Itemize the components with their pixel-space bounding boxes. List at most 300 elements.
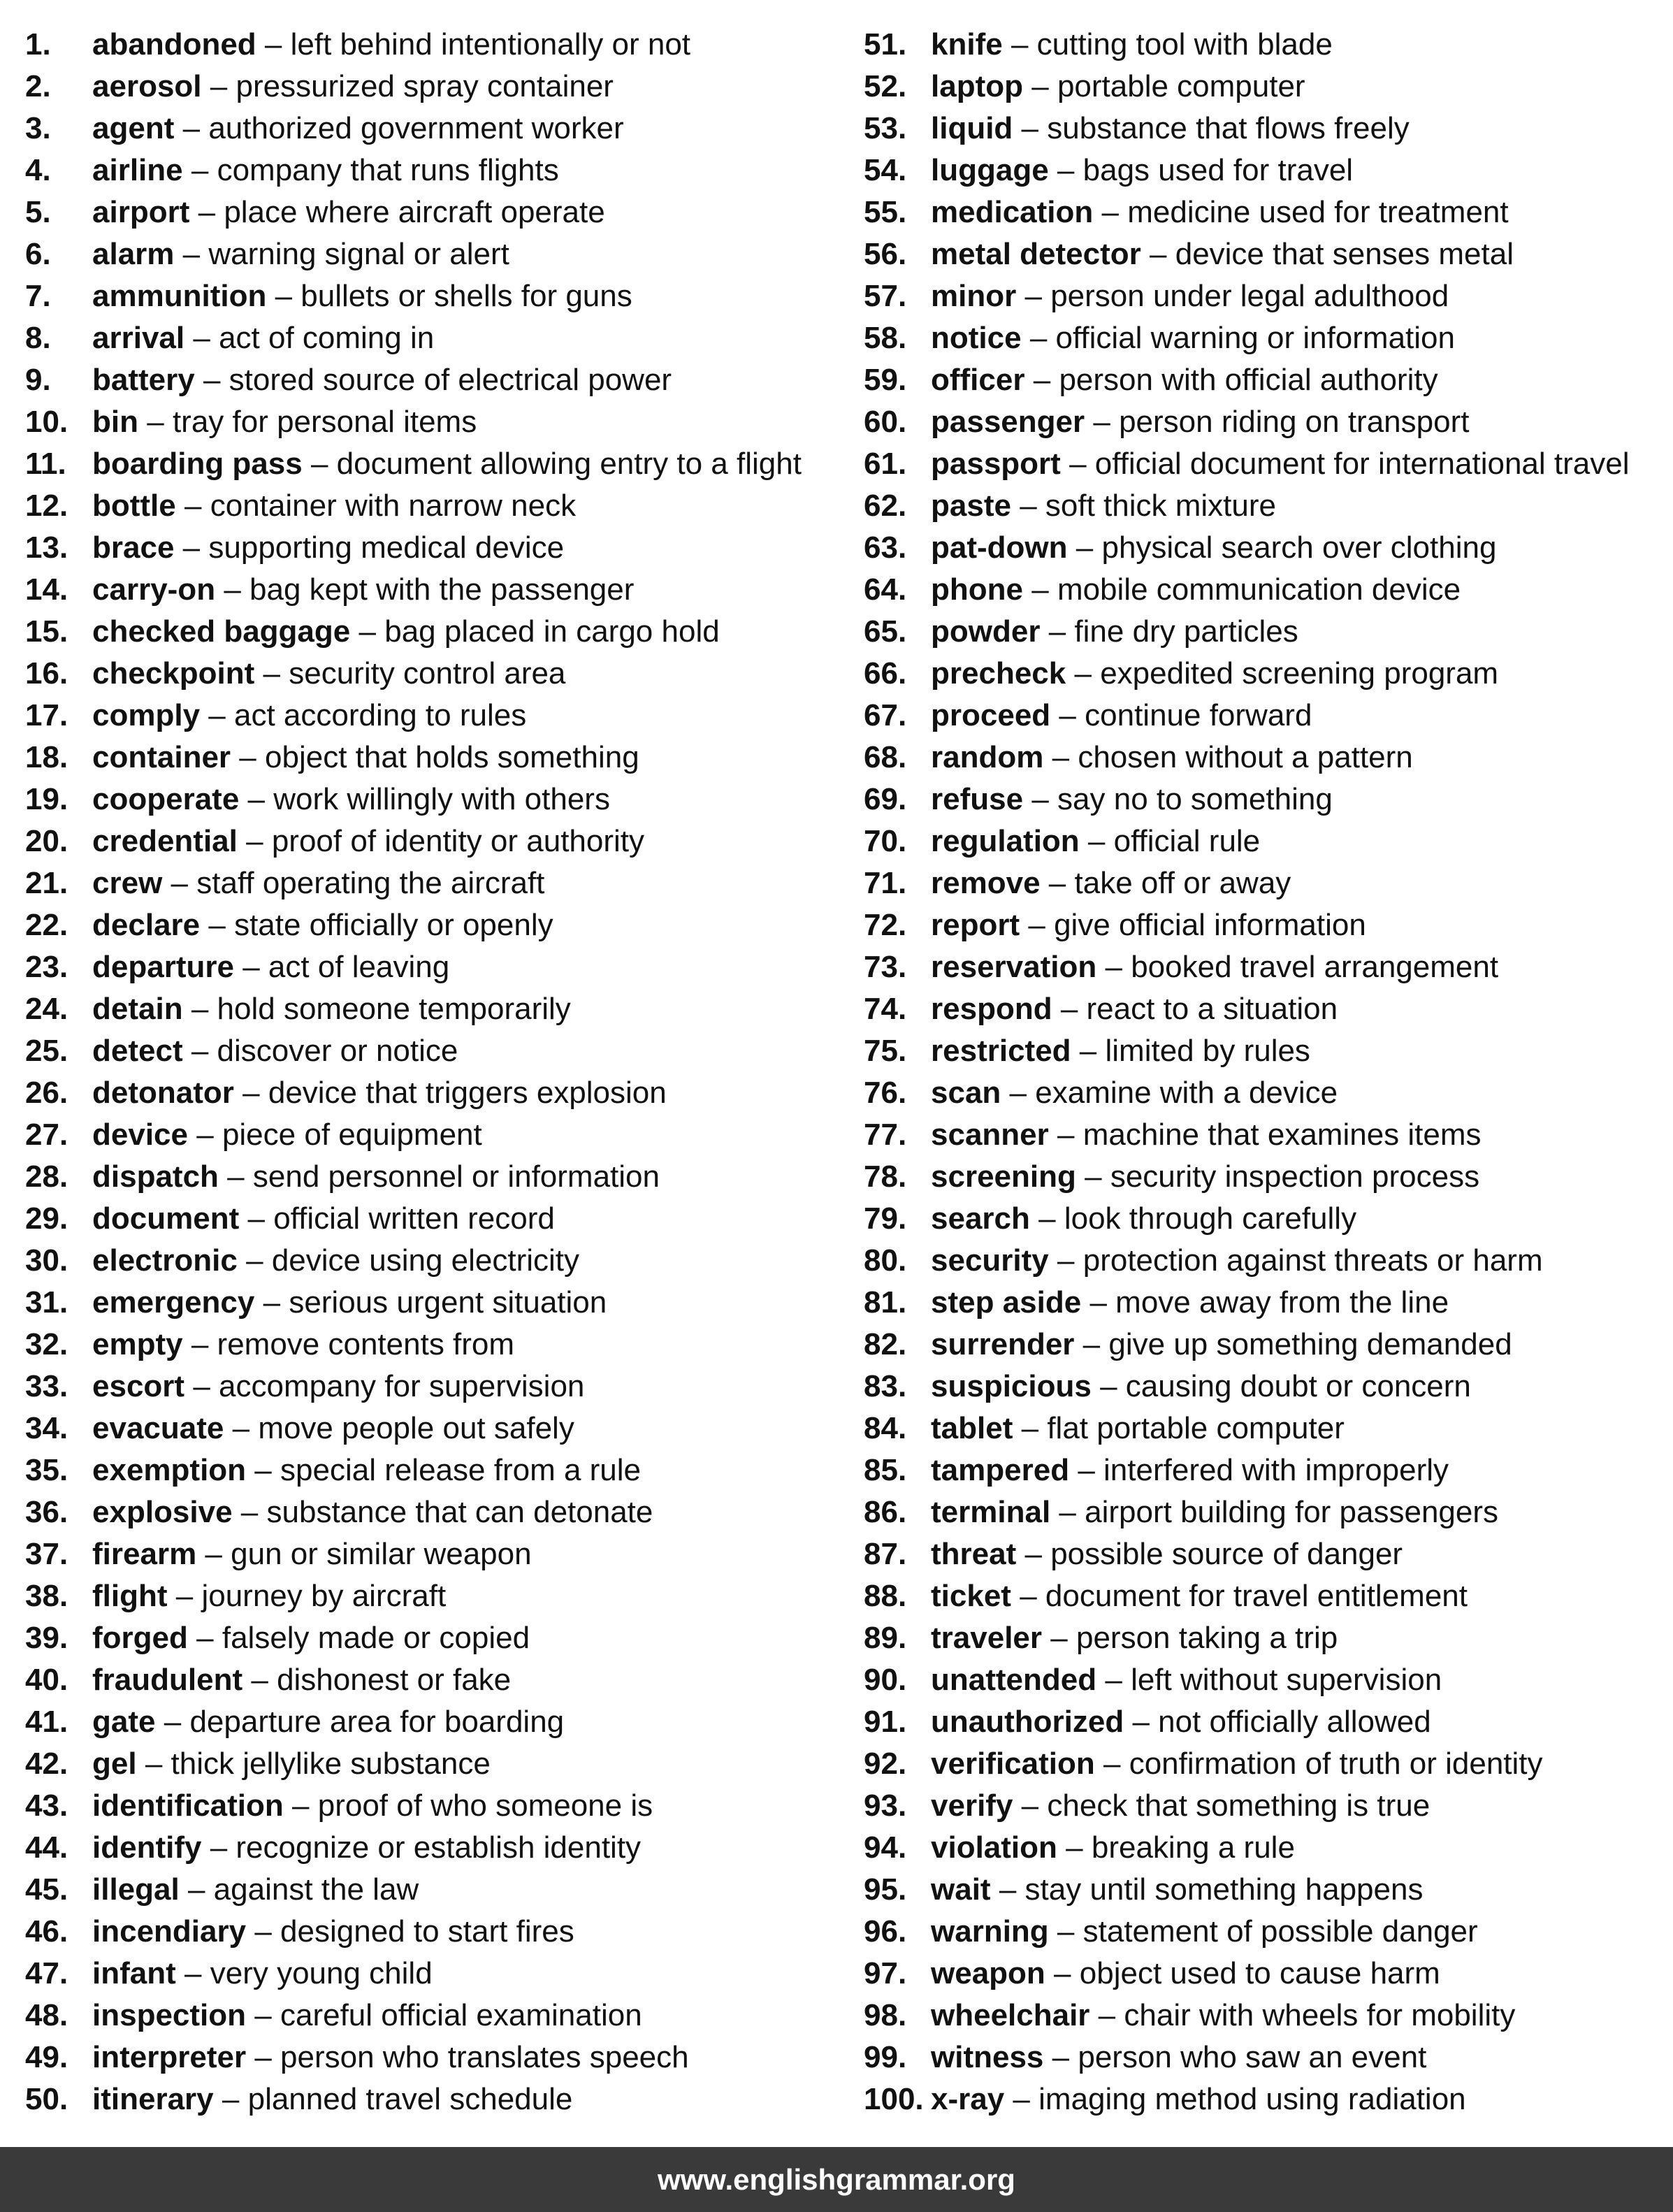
vocab-item [25, 1701, 829, 1743]
vocab-term: liquid [931, 111, 1013, 145]
vocab-item-entry [92, 1240, 579, 1282]
vocab-item-number: 79. [864, 1201, 907, 1236]
vocab-term: airport [92, 195, 190, 229]
vocab-definition: bag placed in cargo hold [384, 614, 720, 649]
vocab-item-number: 69. [864, 782, 907, 816]
vocab-item [864, 191, 1667, 233]
vocab-item-entry [931, 527, 1496, 569]
vocab-definition: react to a situation [1086, 992, 1338, 1026]
vocab-definition: give up something demanded [1108, 1327, 1512, 1361]
vocab-item-entry [931, 1617, 1338, 1659]
vocab-item [864, 1869, 1667, 1911]
vocab-item [864, 24, 1667, 66]
vocab-item-entry [931, 946, 1498, 988]
dash-separator: – [247, 1201, 265, 1236]
vocab-item-number: 45. [25, 1872, 68, 1907]
dash-separator: – [1103, 1747, 1121, 1781]
dash-separator: – [1052, 740, 1070, 774]
vocab-item-entry [931, 1743, 1543, 1785]
dash-separator: – [242, 1076, 260, 1110]
dash-separator: – [1069, 447, 1087, 481]
dash-separator: – [292, 1788, 310, 1823]
vocab-term: terminal [931, 1495, 1051, 1529]
vocab-term: paste [931, 489, 1011, 523]
dash-separator: – [1085, 1159, 1102, 1194]
vocab-definition: left without supervision [1131, 1663, 1442, 1697]
footer-site-url[interactable]: www.englishgrammar.org [658, 2162, 1015, 2196]
vocab-term: scan [931, 1076, 1001, 1110]
vocab-item-entry [92, 1575, 446, 1617]
vocab-item-entry [92, 1324, 514, 1366]
vocab-item [864, 108, 1667, 150]
vocab-item-entry [92, 317, 434, 359]
vocab-item [864, 1785, 1667, 1827]
vocab-item-entry [931, 1324, 1512, 1366]
vocab-item [864, 779, 1667, 821]
vocab-definition: fine dry particles [1074, 614, 1298, 649]
vocab-definition: security control area [289, 656, 566, 691]
vocab-item-entry [92, 2079, 572, 2120]
vocab-item [25, 108, 829, 150]
dash-separator: – [1087, 824, 1106, 858]
vocab-item-number: 36. [25, 1495, 68, 1529]
vocab-item [25, 1450, 829, 1491]
vocab-definition: portable computer [1057, 69, 1305, 103]
vocab-term: exemption [92, 1453, 247, 1487]
vocab-term: surrender [931, 1327, 1075, 1361]
vocab-item-entry [931, 1198, 1356, 1240]
vocab-definition: person taking a trip [1076, 1621, 1338, 1655]
vocab-definition: substance that can detonate [266, 1495, 653, 1529]
vocab-term: restricted [931, 1034, 1071, 1068]
vocab-item [25, 275, 829, 317]
vocab-term: reservation [931, 950, 1097, 984]
vocab-item-number: 85. [864, 1453, 907, 1487]
vocab-item-entry [92, 1995, 642, 2037]
vocab-item-number: 17. [25, 698, 68, 732]
vocab-item-number: 58. [864, 321, 907, 355]
dash-separator: – [191, 992, 209, 1026]
vocab-item [25, 485, 829, 527]
vocab-item [864, 1617, 1667, 1659]
vocab-item [25, 904, 829, 946]
vocab-item-number: 38. [25, 1579, 68, 1613]
vocab-item [864, 1995, 1667, 2037]
vocab-item-number: 65. [864, 614, 907, 649]
vocab-item-number: 29. [25, 1201, 68, 1236]
vocab-definition: special release from a rule [280, 1453, 642, 1487]
vocab-item-number: 95. [864, 1872, 907, 1907]
vocab-definition: planned travel schedule [247, 2082, 573, 2116]
vocab-term: checkpoint [92, 656, 255, 691]
dash-separator: – [1021, 1411, 1039, 1445]
vocab-item-entry [92, 1869, 419, 1911]
vocab-item-number: 48. [25, 1998, 68, 2032]
vocab-term: remove [931, 866, 1041, 900]
vocab-item-number: 96. [864, 1914, 907, 1949]
vocab-term: violation [931, 1830, 1057, 1865]
dash-separator: – [193, 321, 210, 355]
vocab-term: respond [931, 992, 1052, 1026]
vocab-term: forged [92, 1621, 188, 1655]
vocab-item-number: 88. [864, 1579, 907, 1613]
dash-separator: – [999, 1872, 1017, 1907]
vocab-item-number: 15. [25, 614, 68, 649]
dash-separator: – [232, 1411, 250, 1445]
vocab-item-entry [931, 1911, 1478, 1953]
vocab-term: gel [92, 1747, 137, 1781]
vocab-definition: thick jellylike substance [171, 1747, 491, 1781]
vocab-item-number: 19. [25, 782, 68, 816]
vocab-item [864, 1114, 1667, 1156]
vocab-term: refuse [931, 782, 1024, 816]
dash-separator: – [1028, 908, 1045, 942]
vocab-item [25, 1617, 829, 1659]
vocab-term: random [931, 740, 1044, 774]
vocab-item-entry [931, 1869, 1423, 1911]
dash-separator: – [210, 1830, 228, 1865]
dash-separator: – [1089, 1285, 1107, 1320]
vocab-term: laptop [931, 69, 1023, 103]
dash-separator: – [263, 656, 280, 691]
vocab-term: incendiary [92, 1914, 247, 1949]
dash-separator: – [164, 1705, 182, 1739]
dash-separator: – [191, 1034, 209, 1068]
vocab-term: comply [92, 698, 201, 732]
vocab-term: evacuate [92, 1411, 224, 1445]
vocab-definition: security inspection process [1110, 1159, 1480, 1194]
dash-separator: – [224, 572, 241, 607]
vocab-definition: company that runs flights [217, 153, 559, 187]
vocab-item-number: 97. [864, 1956, 907, 1990]
dash-separator: – [1031, 782, 1049, 816]
vocab-term: unauthorized [931, 1705, 1124, 1739]
vocab-item-entry [92, 108, 624, 150]
vocab-item [864, 1743, 1667, 1785]
vocab-term: powder [931, 614, 1041, 649]
dash-separator: – [184, 1956, 202, 1990]
vocab-term: medication [931, 195, 1094, 229]
vocab-term: detain [92, 992, 183, 1026]
vocab-item [25, 569, 829, 611]
vocab-item [25, 317, 829, 359]
vocab-item-number: 28. [25, 1159, 68, 1194]
vocab-item-number: 40. [25, 1663, 68, 1697]
vocab-item-entry [931, 2037, 1426, 2079]
dash-separator: – [1059, 1495, 1076, 1529]
vocab-item-entry [931, 1366, 1471, 1408]
vocab-item-entry [92, 275, 632, 317]
vocab-term: proceed [931, 698, 1051, 732]
vocab-term: knife [931, 27, 1003, 62]
vocab-item-number: 92. [864, 1747, 907, 1781]
vocab-item-entry [92, 24, 690, 66]
vocab-term: flight [92, 1579, 168, 1613]
vocab-term: warning [931, 1914, 1049, 1949]
vocab-item [864, 66, 1667, 108]
vocab-definition: look through carefully [1064, 1201, 1357, 1236]
vocab-term: container [92, 740, 231, 774]
vocab-item [25, 191, 829, 233]
dash-separator: – [171, 866, 189, 900]
vocab-term: phone [931, 572, 1023, 607]
vocab-item-entry [92, 1198, 555, 1240]
vocab-item-entry [92, 862, 544, 904]
vocab-item-entry [92, 904, 553, 946]
vocab-item-entry [92, 569, 634, 611]
vocab-term: aerosol [92, 69, 202, 103]
vocab-item [864, 485, 1667, 527]
vocab-item-entry [931, 904, 1366, 946]
vocab-item-number: 22. [25, 908, 68, 942]
vocab-term: electronic [92, 1243, 238, 1278]
dash-separator: – [242, 950, 260, 984]
vocab-item-number: 26. [25, 1076, 68, 1110]
dash-separator: – [1057, 153, 1075, 187]
vocab-item-entry [92, 1827, 641, 1869]
vocab-item [864, 1575, 1667, 1617]
vocab-item-number: 54. [864, 153, 907, 187]
vocab-item-entry [92, 1743, 491, 1785]
vocab-definition: stay until something happens [1024, 1872, 1424, 1907]
vocab-item-entry [92, 1408, 574, 1450]
vocab-item-number: 42. [25, 1747, 68, 1781]
vocab-item-entry [92, 1114, 482, 1156]
vocab-item-number: 89. [864, 1621, 907, 1655]
vocab-term: traveler [931, 1621, 1043, 1655]
vocab-item-entry [931, 191, 1509, 233]
vocab-item-number: 8. [25, 321, 51, 355]
vocab-item [25, 66, 829, 108]
vocab-definition: person who saw an event [1078, 2040, 1427, 2074]
vocab-definition: against the law [213, 1872, 419, 1907]
vocab-item-number: 76. [864, 1076, 907, 1110]
dash-separator: – [1076, 530, 1094, 565]
vocab-item [864, 1366, 1667, 1408]
vocab-item [25, 1324, 829, 1366]
vocab-item-number: 33. [25, 1369, 68, 1403]
vocab-term: alarm [92, 237, 175, 271]
vocab-term: security [931, 1243, 1049, 1278]
dash-separator: – [210, 69, 228, 103]
vocab-definition: stored source of electrical power [229, 363, 672, 397]
vocab-item-entry [92, 1659, 511, 1701]
vocab-item [25, 2037, 829, 2079]
dash-separator: – [246, 824, 263, 858]
dash-separator: – [1048, 614, 1066, 649]
vocab-item [25, 1869, 829, 1911]
vocab-item-entry [931, 1953, 1440, 1995]
dash-separator: – [1101, 195, 1119, 229]
vocab-item-number: 44. [25, 1830, 68, 1865]
vocab-item-entry [92, 653, 565, 695]
vocab-term: wait [931, 1872, 991, 1907]
vocab-definition: container with narrow neck [210, 489, 577, 523]
dash-separator: – [1011, 27, 1029, 62]
vocab-item-entry [92, 1156, 660, 1198]
vocab-definition: booked travel arrangement [1131, 950, 1499, 984]
vocab-item [25, 862, 829, 904]
vocab-item [25, 2079, 829, 2120]
vocab-item-entry [931, 1491, 1498, 1533]
vocab-item-number: 90. [864, 1663, 907, 1697]
vocab-term: illegal [92, 1872, 180, 1907]
vocab-item-number: 91. [864, 1705, 907, 1739]
vocab-definition: departure area for boarding [189, 1705, 565, 1739]
dash-separator: – [208, 698, 226, 732]
vocab-item-entry [92, 1491, 653, 1533]
vocab-item-number: 84. [864, 1411, 907, 1445]
vocab-item-entry [92, 1953, 433, 1995]
vocab-item [864, 2079, 1667, 2120]
vocab-item-entry [92, 359, 672, 401]
vocab-item-entry [931, 317, 1455, 359]
vocab-term: screening [931, 1159, 1076, 1194]
dash-separator: – [1024, 279, 1042, 313]
vocab-item-entry [92, 946, 449, 988]
vocab-item-number: 39. [25, 1621, 68, 1655]
vocab-item-number: 77. [864, 1118, 907, 1152]
vocab-definition: piece of equipment [222, 1118, 482, 1152]
vocab-definition: dishonest or fake [277, 1663, 512, 1697]
vocab-item-entry [931, 359, 1438, 401]
vocab-item [864, 862, 1667, 904]
vocab-item-entry [931, 401, 1469, 443]
dash-separator: – [247, 782, 266, 816]
vocab-term: arrival [92, 321, 185, 355]
vocab-definition: mobile communication device [1057, 572, 1461, 607]
vocab-item-number: 80. [864, 1243, 907, 1278]
vocab-item-number: 47. [25, 1956, 68, 1990]
vocab-item-number: 59. [864, 363, 907, 397]
dash-separator: – [310, 447, 328, 481]
vocab-item [864, 359, 1667, 401]
vocab-item [864, 233, 1667, 275]
dash-separator: – [1048, 866, 1066, 900]
dash-separator: – [263, 1285, 281, 1320]
vocab-definition: examine with a device [1035, 1076, 1338, 1110]
vocab-item-entry [931, 1995, 1515, 2037]
vocab-item-number: 18. [25, 740, 68, 774]
vocab-item [864, 904, 1667, 946]
vocab-term: bottle [92, 489, 176, 523]
vocab-definition: left behind intentionally or not [290, 27, 691, 62]
vocab-term: departure [92, 950, 234, 984]
vocab-definition: authorized government worker [208, 111, 624, 145]
vocab-item-number: 86. [864, 1495, 907, 1529]
vocab-item-number: 31. [25, 1285, 68, 1320]
dash-separator: – [193, 1369, 210, 1403]
vocab-item-entry [931, 275, 1449, 317]
vocab-item [25, 359, 829, 401]
vocab-term: battery [92, 363, 195, 397]
vocab-term: fraudulent [92, 1663, 243, 1697]
vocab-definition: gun or similar weapon [231, 1537, 532, 1571]
vocab-item-entry [931, 24, 1333, 66]
vocab-term: tampered [931, 1453, 1070, 1487]
vocab-term: minor [931, 279, 1017, 313]
vocab-item [864, 317, 1667, 359]
dash-separator: – [1100, 1369, 1117, 1403]
vocab-term: officer [931, 363, 1025, 397]
dash-separator: – [239, 740, 256, 774]
vocab-term: metal detector [931, 237, 1141, 271]
dash-separator: – [175, 1579, 194, 1613]
vocab-item-number: 82. [864, 1327, 907, 1361]
vocab-definition: supporting medical device [208, 530, 565, 565]
vocab-item-entry [931, 821, 1260, 862]
vocab-item-number: 53. [864, 111, 907, 145]
dash-separator: – [1150, 237, 1167, 271]
vocab-item-number: 64. [864, 572, 907, 607]
dash-separator: – [191, 1327, 209, 1361]
vocab-definition: move people out safely [258, 1411, 574, 1445]
vocab-definition: person with official authority [1059, 363, 1438, 397]
dash-separator: – [191, 153, 209, 187]
dash-separator: – [1020, 1579, 1037, 1613]
vocab-item [864, 1450, 1667, 1491]
vocab-term: x-ray [931, 2082, 1005, 2116]
vocab-definition: continue forward [1085, 698, 1312, 732]
dash-separator: – [227, 1159, 245, 1194]
dash-separator: – [1074, 656, 1092, 691]
vocab-item [25, 1659, 829, 1701]
dash-separator: – [1060, 992, 1078, 1026]
vocab-definition: confirmation of truth or identity [1129, 1747, 1543, 1781]
vocab-definition: proof of identity or authority [271, 824, 645, 858]
vocab-definition: pressurized spray container [236, 69, 614, 103]
dash-separator: – [208, 908, 226, 942]
vocab-item-entry [92, 988, 571, 1030]
vocab-item [25, 1282, 829, 1324]
vocab-item-entry [92, 1617, 530, 1659]
vocab-term: tablet [931, 1411, 1013, 1445]
vocab-term: threat [931, 1537, 1017, 1571]
vocab-item [864, 527, 1667, 569]
vocab-item [25, 1408, 829, 1450]
vocab-item-entry [931, 66, 1305, 108]
vocab-definition: bag kept with the passenger [249, 572, 635, 607]
vocab-item [25, 611, 829, 653]
vocab-item-entry [931, 862, 1291, 904]
vocab-item-entry [92, 737, 639, 779]
vocab-item [864, 443, 1667, 485]
vocab-definition: possible source of danger [1050, 1537, 1403, 1571]
dash-separator: – [182, 237, 201, 271]
vocab-definition: document for travel entitlement [1045, 1579, 1468, 1613]
vocab-term: infant [92, 1956, 176, 1990]
vocab-item-entry [931, 150, 1353, 191]
dash-separator: – [254, 1453, 272, 1487]
vocab-definition: take off or away [1074, 866, 1291, 900]
vocab-term: cooperate [92, 782, 240, 816]
vocab-item-number: 81. [864, 1285, 907, 1320]
vocab-item [864, 1911, 1667, 1953]
vocab-definition: airport building for passengers [1085, 1495, 1499, 1529]
dash-separator: – [254, 2040, 272, 2074]
vocab-item-entry [931, 233, 1514, 275]
vocab-item [25, 1995, 829, 2037]
vocab-term: emergency [92, 1285, 255, 1320]
vocab-item-number: 50. [25, 2082, 68, 2116]
vocab-item [25, 1072, 829, 1114]
vocab-item-number: 100. [864, 2082, 924, 2116]
vocab-item-entry [931, 1533, 1403, 1575]
vocab-definition: act of coming in [219, 321, 435, 355]
vocab-item-number: 93. [864, 1788, 907, 1823]
dash-separator: – [1029, 321, 1048, 355]
vocab-term: regulation [931, 824, 1080, 858]
